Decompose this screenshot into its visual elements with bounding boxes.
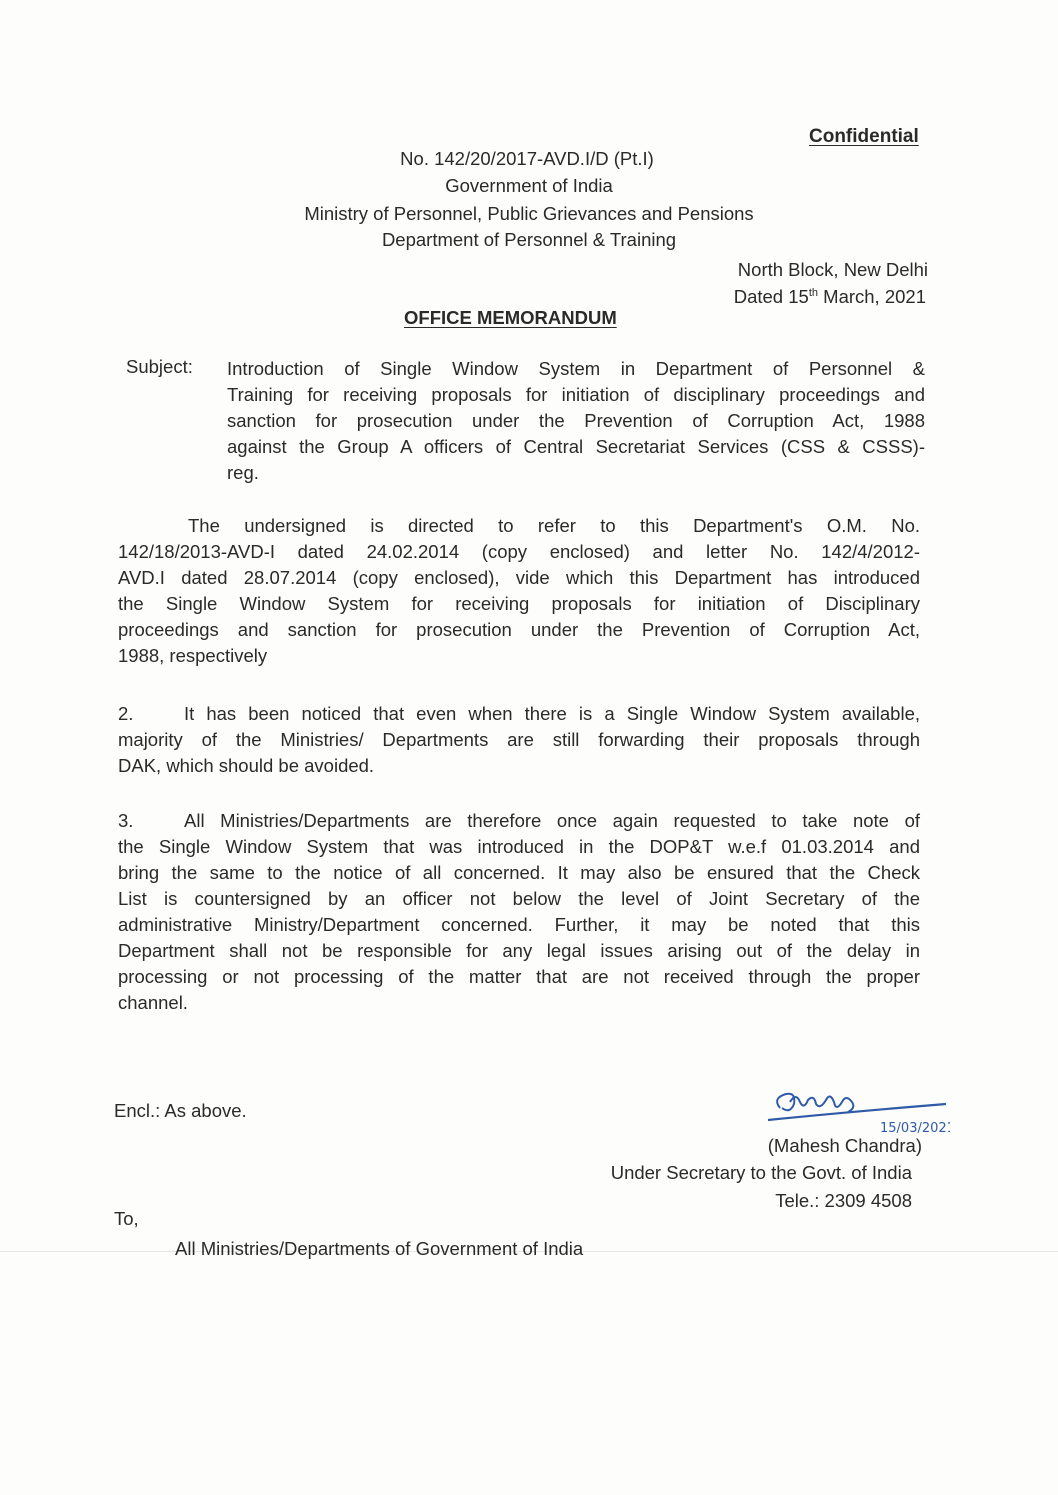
signatory-name: (Mahesh Chandra) (767, 1135, 922, 1156)
classification-label: Confidential (809, 126, 919, 147)
text-line: AVD.I dated 28.07.2014 (copy enclosed), vide which this Department has introduced (118, 567, 920, 588)
recipient: All Ministries/Departments of Government of India (175, 1238, 584, 1259)
signatory-phone: Tele.: 2309 4508 (775, 1190, 912, 1211)
text-line: proceedings and sanction for prosecution under the Prevention of Corruption Act, (118, 619, 920, 640)
text-line: Department shall not be responsible for any legal issues arising out of the delay in (118, 940, 920, 961)
text-line: All Ministries/Departments are therefore once again requested to take note of (184, 810, 920, 831)
text-line: channel. (118, 992, 188, 1013)
text-line: administrative Ministry/Department concerned. Further, it may be noted that this (118, 914, 920, 935)
government-heading: Government of India (445, 175, 613, 196)
text-line: 142/18/2013-AVD-I dated 24.02.2014 (copy enclosed) and letter No. 142/4/2012- (118, 541, 920, 562)
text-line: Introduction of Single Window System in Department of Personnel & (227, 358, 925, 379)
date-suffix: March, 2021 (818, 286, 926, 307)
signatory-designation: Under Secretary to the Govt. of India (610, 1162, 912, 1183)
text-line: against the Group A officers of Central Secretariat Services (CSS & CSSS)- (227, 436, 925, 457)
paragraph-number: 3. (118, 810, 134, 831)
text-line: The undersigned is directed to refer to this Department's O.M. No. (188, 515, 920, 536)
text-line: the Single Window System for receiving proposals for initiation of Disciplinary (118, 593, 920, 614)
text-line: It has been noticed that even when there is a Single Window System available, (184, 703, 920, 724)
text-line: Training for receiving proposals for initiation of disciplinary proceedings and (227, 384, 925, 405)
text-line: DAK, which should be avoided. (118, 755, 375, 776)
subject-label: Subject: (126, 356, 193, 377)
file-number: No. 142/20/2017-AVD.I/D (Pt.I) (400, 148, 654, 169)
text-line: 1988, respectively (118, 645, 268, 666)
paragraph-number: 2. (118, 703, 134, 724)
text-line: processing or not processing of the matter that are not received through the proper (118, 966, 920, 987)
to-label: To, (114, 1208, 139, 1229)
text-line: reg. (227, 462, 259, 483)
text-line: majority of the Ministries/ Departments are still forwarding their proposals through (118, 729, 920, 750)
place: North Block, New Delhi (737, 259, 928, 280)
enclosure-note: Encl.: As above. (114, 1100, 247, 1121)
signature-date: 15/03/2021 (880, 1121, 950, 1136)
text-line: sanction for prosecution under the Prevention of Corruption Act, 1988 (227, 410, 925, 431)
department-heading: Department of Personnel & Training (381, 229, 677, 250)
ministry-heading: Ministry of Personnel, Public Grievances and Pensions (304, 203, 754, 224)
date (734, 286, 926, 308)
date-prefix: Dated 15 (733, 286, 809, 307)
text-line: the Single Window System that was introduced in the DOP&T w.e.f 01.03.2014 and (118, 836, 920, 857)
memo-title: OFFICE MEMORANDUM (404, 307, 617, 328)
date-sup: th (808, 286, 819, 299)
text-line: List is countersigned by an officer not below the level of Joint Secretary of the (118, 888, 920, 909)
text-line: bring the same to the notice of all concerned. It may also be ensured that the Check (118, 862, 920, 883)
